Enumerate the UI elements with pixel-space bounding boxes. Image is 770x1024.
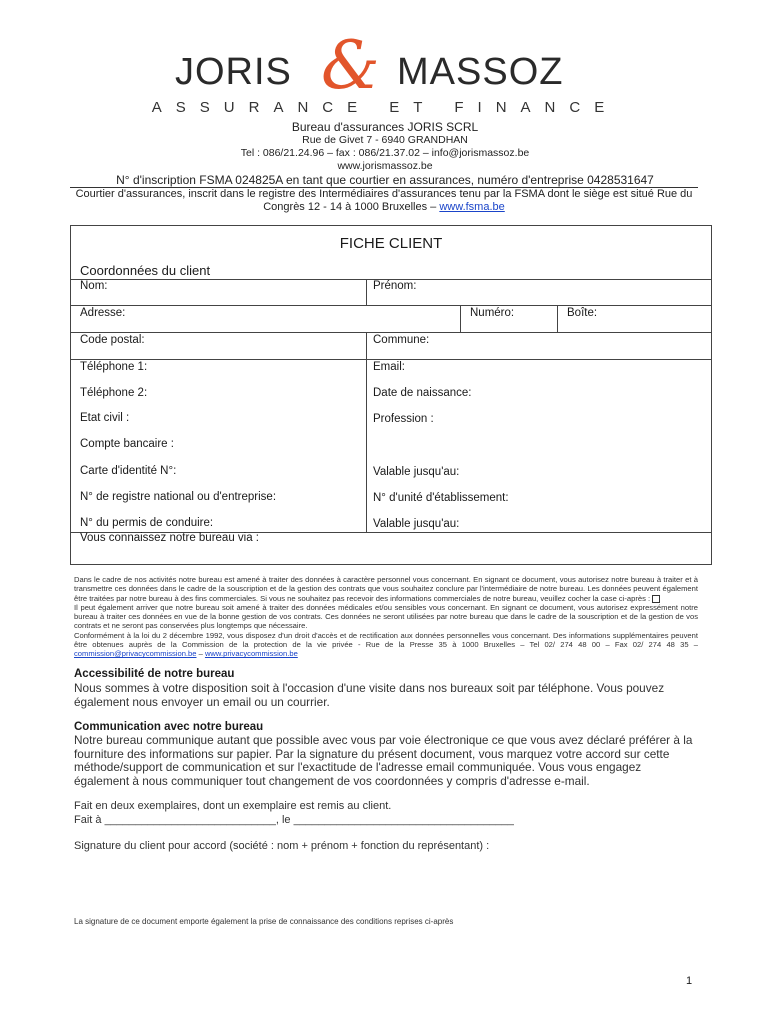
logo-wordmark [175,30,595,98]
privacy-notice [74,575,698,659]
no-marketing-checkbox[interactable] [652,595,660,603]
commune-label[interactable]: Commune: [373,334,430,346]
form-divider [70,305,712,306]
logo-left-text: JORIS [175,51,292,93]
valable2-label[interactable]: Valable jusqu'au: [373,518,460,530]
form-divider [557,305,558,332]
etat-civil-label[interactable]: Etat civil : [80,412,130,424]
company-name: Bureau d'assurances JORIS SCRL [291,120,479,134]
boite-label[interactable]: Boîte: [567,307,598,319]
code-postal-label[interactable]: Code postal: [80,334,145,346]
exemplaires-text: Fait en deux exemplaires, dont un exemplaire est remis au client. [74,800,392,812]
fsma-registration: N° d'inscription FSMA 024825A en tant que courtier en assurances, numéro d'entreprise 0428531647 [116,173,654,187]
form-divider [70,359,712,360]
broker-statement: Courtier d'assurances, inscrit dans le registre des Intermédiaires d'assurances tenu par la FSMA dont le siège est situé Rue du Congrès 12 - 14 à 1000 Bruxelles – www.fsma.be [75,188,693,213]
privacy-paragraph-1: Dans le cadre de nos activités notre bureau est amené à traiter des données à caractère personnel vous concernant. En signant ce document, vous autorisez notre bureau à traiter et à transmettre ces données dans le cadre de la souscription et de la gestion des contrats que vous souhaitez conclure par l'intermédiaire de notre bureau. Les données peuvent également être traitées par notre bureau à des fins commerciales. Si vous ne souhaitez pas recevoir des informations commerciales de notre bureau, veuillez cocher la case ci-après : [74,575,698,603]
profession-label[interactable]: Profession : [373,413,434,425]
numero-label[interactable]: Numéro: [470,307,515,319]
form-divider [366,332,367,532]
form-divider [460,305,461,332]
communication-title: Communication avec notre bureau [74,721,264,733]
accessibility-title: Accessibilité de notre bureau [74,668,235,680]
fait-a-line[interactable]: Fait à ____________________________, le ____________________________________ [74,814,514,826]
company-website[interactable]: www.jorismassoz.be [337,160,433,172]
company-address: Rue de Givet 7 - 6940 GRANDHAN [302,134,468,146]
date-naissance-label[interactable]: Date de naissance: [373,387,472,399]
privacy-website-link[interactable]: www.privacycommission.be [204,649,298,659]
unite-etablissement-label[interactable]: N° d'unité d'établissement: [373,492,509,504]
prenom-label[interactable]: Prénom: [373,280,417,292]
company-logo [0,30,770,98]
company-contact: Tel : 086/21.24.96 – fax : 086/21.37.02 – info@jorismassoz.be [240,147,530,159]
valable1-label[interactable]: Valable jusqu'au: [373,466,460,478]
logo-ampersand: & [321,30,380,98]
signature-line[interactable]: Signature du client pour accord (société : nom + prénom + fonction du représentant) : [74,840,490,852]
compte-bancaire-label[interactable]: Compte bancaire : [80,438,174,450]
accessibility-text: Nous sommes à votre disposition soit à l'occasion d'une visite dans nos bureaux soit par téléphone. Vous pouvez également nous envoyer un email ou un courrier. [74,681,665,709]
carte-identite-label[interactable]: Carte d'identité N°: [80,465,177,477]
connaissez-label[interactable]: Vous connaissez notre bureau via : [80,532,260,544]
permis-label[interactable]: N° du permis de conduire: [80,517,214,529]
telephone1-label[interactable]: Téléphone 1: [80,361,148,373]
form-section-title: Coordonnées du client [80,263,211,278]
email-label[interactable]: Email: [373,361,405,373]
registre-national-label[interactable]: N° de registre national ou d'entreprise: [80,491,277,503]
page-number: 1 [686,975,693,987]
adresse-label[interactable]: Adresse: [80,307,126,319]
logo-right-text: MASSOZ [397,51,564,93]
form-title: FICHE CLIENT [339,235,443,252]
privacy-paragraph-2: Il peut également arriver que notre bureau soit amené à traiter des données médicales et/ou sensibles vous concernant. En signant ce document, vous autorisez expressément notre bureau à traiter ces données en vue de la bonne gestion de vos contrats. Ces données ne seront utilisées par notre bureau que dans le cadre de la souscription et de la gestion de vos contrats et ne seront pas conservées plus longtemps que nécessaire. [74,602,698,631]
privacy-paragraph-3: Conformément à la loi du 2 décembre 1992, vous disposez d'un droit d'accès et de rectification aux données personnelles vous concernant. Des informations supplémentaires peuvent être obtenues auprès de la Commission de la protection de la vie privée - Rue de la Presse 35 à 1000 Bruxelles – Tel 02/ 274 48 00 – Fax 02/ 274 48 35 – commission@privacycommission.be – www.privacycommission.be [74,630,698,659]
nom-label[interactable]: Nom: [80,280,108,292]
form-divider [70,332,712,333]
communication-text: Notre bureau communique autant que possible avec vous par voie électronique ce que vous avez déclaré préférer à la fourniture des informations sur papier. Par la signature du présent document, vous marquez votre accord sur cette méthode/support de communication et sur l'exactitude de l'adresse email communiquée. Vous vous engagez également à nous communiquer tout changement de vos coordonnées y compris d'adresse e-mail. [74,733,693,788]
fsma-link[interactable]: www.fsma.be [439,201,505,213]
privacy-email-link[interactable]: commission@privacycommission.be [74,649,197,659]
logo-tagline: ASSURANCE ET FINANCE [151,99,619,116]
telephone2-label[interactable]: Téléphone 2: [80,387,148,399]
signature-note: La signature de ce document emporte également la prise de connaissance des conditions reprises ci-après [74,917,454,926]
form-divider [366,279,367,306]
